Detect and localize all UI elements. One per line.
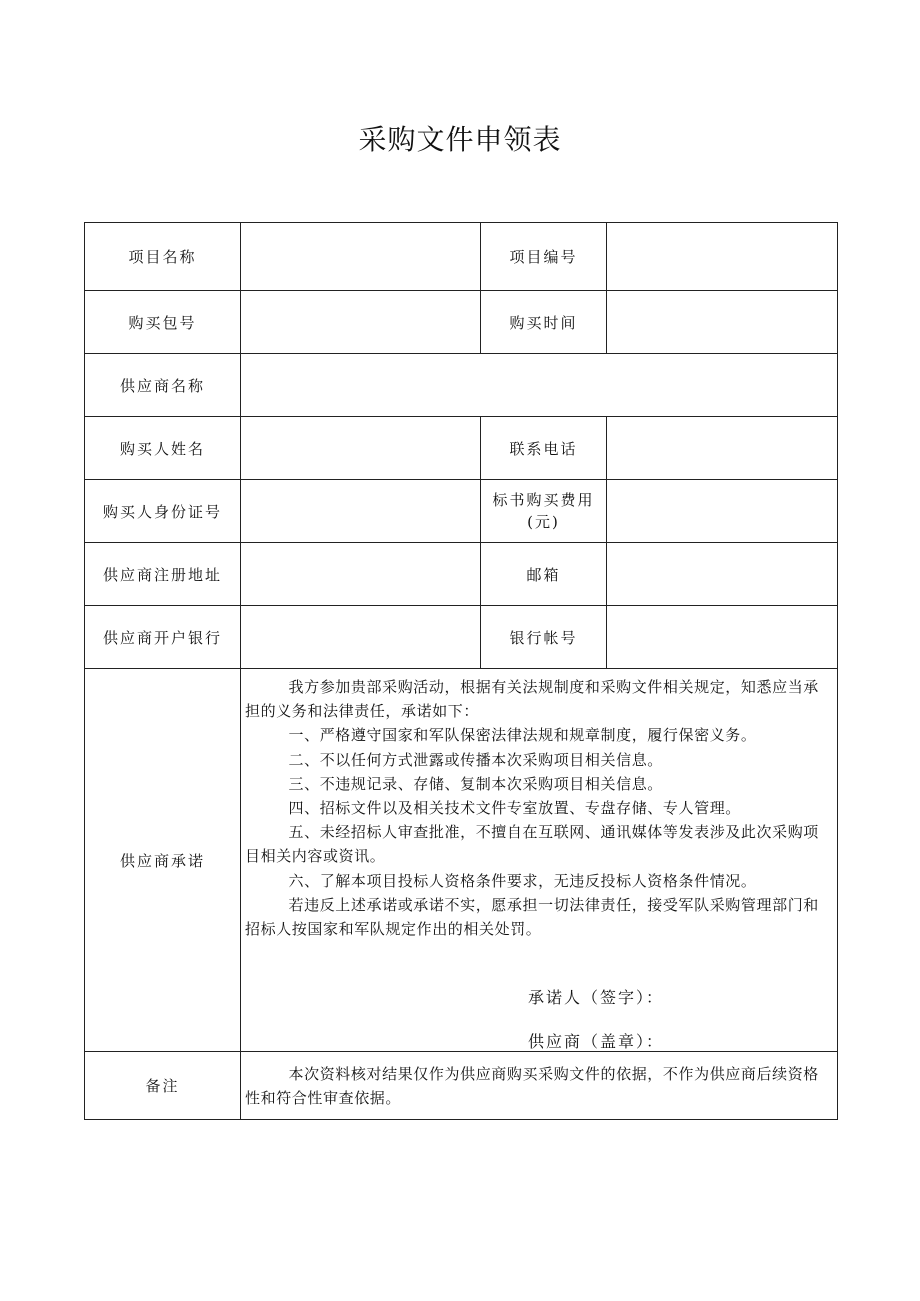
project-number-field[interactable] (607, 223, 838, 291)
commitment-paragraph: 二、不以任何方式泄露或传播本次采购项目相关信息。 (288, 750, 663, 769)
row-project (85, 223, 838, 291)
package-number-field[interactable] (241, 291, 481, 354)
commitment-paragraph: 一、严格遵守国家和军队保密法律法规和规章制度，履行保密义务。 (288, 726, 757, 745)
contact-phone-label: 联系电话 (481, 417, 607, 480)
bank-label: 供应商开户银行 (85, 606, 241, 669)
purchase-time-label: 购买时间 (481, 291, 607, 354)
bank-account-field[interactable] (607, 606, 838, 669)
row-commitment (85, 669, 838, 1052)
email-label: 邮箱 (481, 543, 607, 606)
commitment-label: 供应商承诺 (85, 669, 241, 1052)
supplier-seal-line: 供应商（盖章）： (528, 1032, 665, 1051)
row-buyer (85, 417, 838, 480)
supplier-name-label: 供应商名称 (85, 354, 241, 417)
page-title: 采购文件申领表 (358, 123, 562, 156)
row-bank (85, 606, 838, 669)
buyer-id-field[interactable] (241, 480, 481, 543)
application-form-table (84, 222, 838, 1120)
contact-phone-field[interactable] (607, 417, 838, 480)
supplier-name-field[interactable] (241, 354, 838, 417)
remarks-label: 备注 (85, 1052, 241, 1120)
commitment-paragraph: 三、不违规记录、存储、复制本次采购项目相关信息。 (288, 774, 663, 793)
buyer-name-field[interactable] (241, 417, 481, 480)
purchase-time-field[interactable] (607, 291, 838, 354)
registered-address-label: 供应商注册地址 (85, 543, 241, 606)
buyer-id-label: 购买人身份证号 (85, 480, 241, 543)
email-field[interactable] (607, 543, 838, 606)
commitment-paragraph: 我方参加贵部采购活动，根据有关法规制度和采购文件相关规定，知悉应当承担的义务和法律责任，承诺如下： (245, 678, 819, 721)
fee-field[interactable] (607, 480, 838, 543)
fee-label (481, 480, 607, 543)
fee-label-line2: (元) (527, 513, 560, 531)
remarks-text: 本次资料核对结果仅作为供应商购买采购文件的依据，不作为供应商后续资格性和符合性审查依据。 (245, 1065, 819, 1107)
project-name-label: 项目名称 (85, 223, 241, 291)
project-number-label: 项目编号 (481, 223, 607, 291)
row-package (85, 291, 838, 354)
project-name-field[interactable] (241, 223, 481, 291)
commitment-paragraph: 四、招标文件以及相关技术文件专室放置、专盘存储、专人管理。 (288, 799, 741, 818)
remarks-content (241, 1052, 838, 1120)
bank-field[interactable] (241, 606, 481, 669)
fee-label-line1: 标书购买费用 (492, 491, 595, 509)
signer-signature-line: 承诺人（签字）： (528, 988, 665, 1007)
buyer-name-label: 购买人姓名 (85, 417, 241, 480)
registered-address-field[interactable] (241, 543, 481, 606)
row-supplier-name (85, 354, 838, 417)
row-address (85, 543, 838, 606)
commitment-content (241, 669, 838, 1052)
bank-account-label: 银行帐号 (481, 606, 607, 669)
commitment-paragraph: 六、了解本项目投标人资格条件要求，无违反投标人资格条件情况。 (288, 871, 757, 890)
row-id-fee (85, 480, 838, 543)
commitment-paragraph: 若违反上述承诺或承诺不实，愿承担一切法律责任，接受军队采购管理部门和招标人按国家和军队规定作出的相关处罚。 (245, 895, 819, 939)
commitment-paragraph: 五、未经招标人审查批准，不擅自在互联网、通讯媒体等发表涉及此次采购项目相关内容或资讯。 (245, 823, 819, 866)
row-remarks (85, 1052, 838, 1120)
package-number-label: 购买包号 (85, 291, 241, 354)
